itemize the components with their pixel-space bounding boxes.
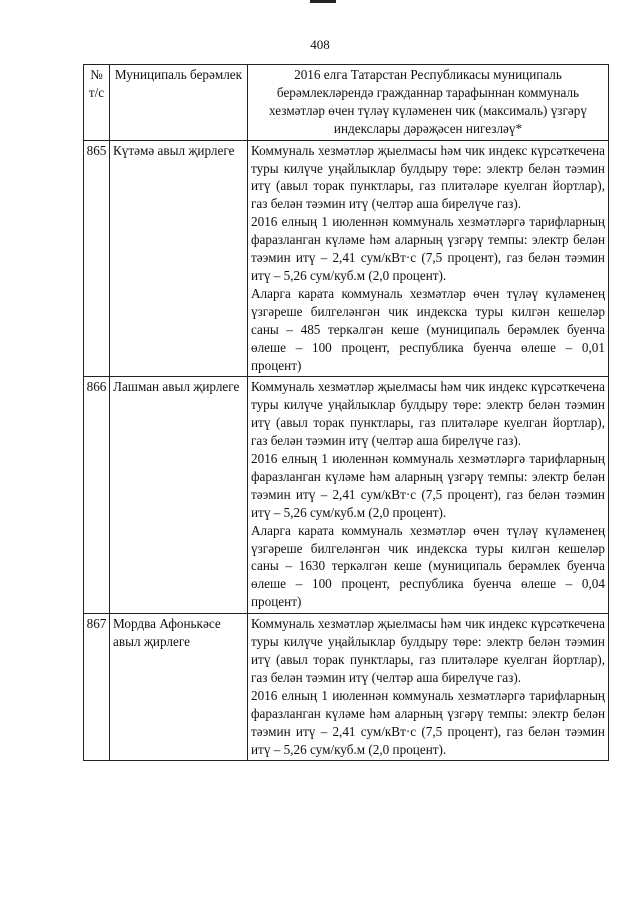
tariff-table xyxy=(83,64,609,761)
table-row xyxy=(84,140,609,377)
scan-mark xyxy=(310,0,336,3)
header-description: 2016 елга Татарстан Республикасы муниципаль берәмлекләрендә гражданнар тарафыннан коммуналь хезмәтләр өчен түләү күләменен чик (максималь) үзгәрү индекслары дәрәҗәсен нигезләү* xyxy=(248,65,609,141)
row-description xyxy=(248,614,609,761)
row-description xyxy=(248,140,609,377)
page-number: 408 xyxy=(310,37,330,52)
row-paragraph: 2016 елның 1 июленнән коммуналь хезмәтләргә тарифларның фаразланган күләме һәм аларның үзгәрү темпы: электр белән тәэмин итү – 2,41 сум/кВт·с (7,5 процент), газ белән тәэмин итү – 5,26 сум/куб.м (2,0 процент). xyxy=(251,451,605,520)
table-header-row xyxy=(84,65,609,141)
header-num: № т/с xyxy=(84,65,110,141)
row-paragraph: Аларга карата коммуналь хезмәтләр өчен түләү күләменең үзгәреше билгеләнгән чик индекска туры килгән кешеләр саны – 1630 теркәлгән кеше (муниципаль берәмлек буенча өлеше – 100 процент, республика буенча өлеше – 0,04 процент) xyxy=(251,522,605,610)
row-num: 867 xyxy=(84,614,110,761)
row-municipality: Мордва Афонькәсе авыл җирлеге xyxy=(110,614,248,761)
row-municipality: Лашман авыл җирлеге xyxy=(110,377,248,614)
row-paragraph: Коммуналь хезмәтләр җыелмасы һәм чик индекс күрсәткечена туры килүче уңайлыклар булдыру төре: электр белән тәэмин итү (авыл торак пунктлары, газ плитәләре куелган йортлар), газ белән тәэмин итү (челтәр аша бирелүче газ). xyxy=(251,616,605,685)
row-paragraph: Аларга карата коммуналь хезмәтләр өчен түләү күләменең үзгәреше билгеләнгән чик индекска туры килгән кешеләр саны – 485 теркәлгән кеше (муниципаль берәмлек буенча өлеше – 100 процент, республика буенча өлеше – 0,01 процент) xyxy=(251,285,605,373)
row-num: 865 xyxy=(84,140,110,377)
row-paragraph: Коммуналь хезмәтләр җыелмасы һәм чик индекс күрсәткечена туры килүче уңайлыклар булдыру төре: электр белән тәэмин итү (авыл торак пунктлары, газ плитәләре куелган йортлар), газ белән тәэмин итү (челтәр аша бирелүче газ). xyxy=(251,142,605,212)
row-num: 866 xyxy=(84,377,110,614)
row-paragraph: 2016 елның 1 июленнән коммуналь хезмәтләргә тарифларның фаразланган күләме һәм аларның үзгәрү темпы: электр белән тәэмин итү – 2,41 сум/кВт·с (7,5 процент), газ белән тәэмин итү – 5,26 сум/куб.м (2,0 процент). xyxy=(251,687,605,757)
row-description xyxy=(248,377,609,614)
table-row xyxy=(84,614,609,761)
row-municipality: Күтәмә авыл җирлеге xyxy=(110,140,248,377)
header-municipality: Муниципаль берәмлек xyxy=(110,65,248,141)
table-row xyxy=(84,377,609,614)
row-paragraph: 2016 елның 1 июленнән коммуналь хезмәтләргә тарифларның фаразланган күләме һәм аларның үзгәрү темпы: электр белән тәэмин итү – 2,41 сум/кВт·с (7,5 процент), газ белән тәэмин итү – 5,26 сум/куб.м (2,0 процент). xyxy=(251,214,605,283)
row-paragraph: Коммуналь хезмәтләр җыелмасы һәм чик индекс күрсәткечена туры килүче уңайлыклар булдыру төре: электр белән тәэмин итү (авыл торак пунктлары, газ плитәләре куелган йортлар), газ белән тәэмин итү (челтәр аша бирелүче газ). xyxy=(251,379,605,449)
